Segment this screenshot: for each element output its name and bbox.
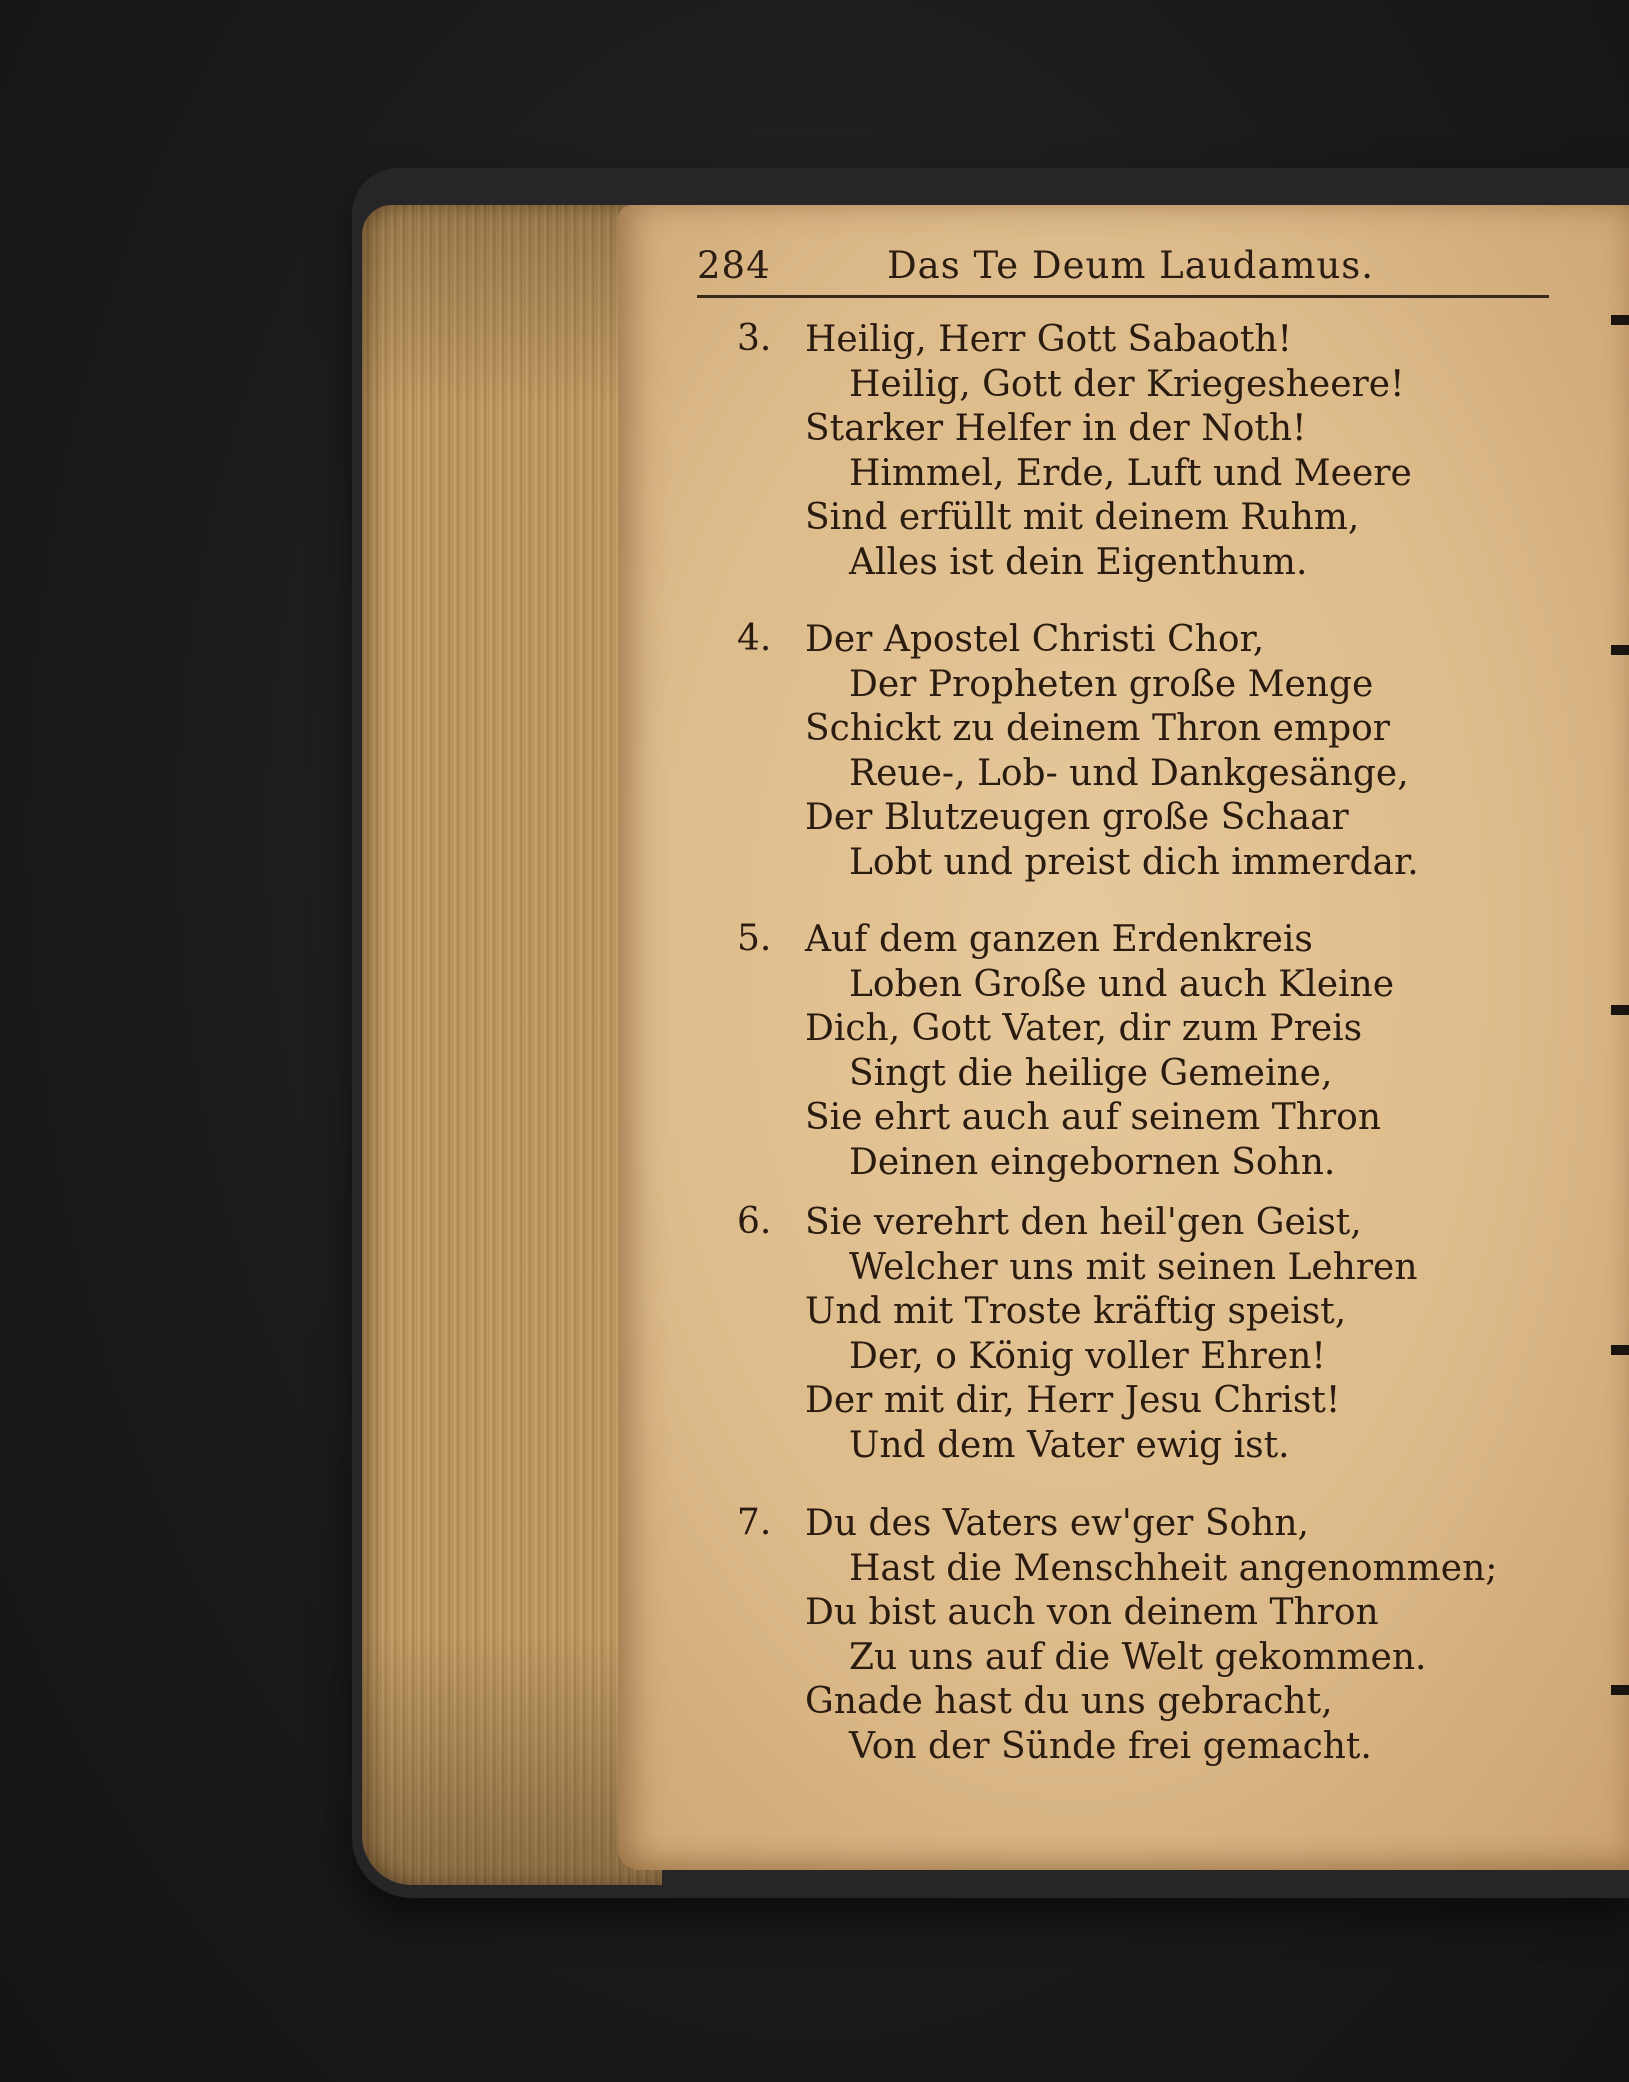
verse-number: 5.: [737, 918, 772, 959]
verse-line: Der, o König voller Ehren!: [849, 1335, 1326, 1377]
verse-line: Heilig, Herr Gott Sabaoth!: [805, 319, 1292, 360]
verse-6: [697, 1201, 1597, 1468]
verse-line: Sie ehrt auch auf seinem Thron: [805, 1097, 1382, 1138]
verse-line: Sind erfüllt mit deinem Ruhm,: [805, 497, 1360, 538]
verse-line: Starker Helfer in der Noth!: [805, 408, 1307, 449]
verse-line: Und mit Troste kräftig speist,: [805, 1291, 1347, 1332]
verse-line: Du des Vaters ew'ger Sohn,: [805, 1503, 1309, 1544]
verse-line: Heilig, Gott der Kriegesheere!: [849, 363, 1405, 405]
verse-line: Loben Große und auch Kleine: [849, 963, 1395, 1005]
verse-line: Alles ist dein Eigenthum.: [849, 541, 1308, 583]
verse-5: [697, 918, 1597, 1185]
running-title: Das Te Deum Laudamus.: [887, 244, 1375, 287]
verse-line: Himmel, Erde, Luft und Meere: [849, 452, 1412, 494]
verse-line: Singt die heilige Gemeine,: [849, 1052, 1333, 1094]
verse-line: Deinen eingebornen Sohn.: [849, 1141, 1336, 1183]
verse-line: Auf dem ganzen Erdenkreis: [805, 919, 1313, 960]
header-rule: [697, 295, 1549, 298]
verse-line: Und dem Vater ewig ist.: [849, 1424, 1290, 1466]
margin-tab: [1611, 1345, 1629, 1355]
margin-tab: [1611, 315, 1629, 325]
verse-line: Der mit dir, Herr Jesu Christ!: [805, 1380, 1341, 1421]
verse-3: [697, 318, 1597, 585]
verse-line: Hast die Menschheit angenommen;: [849, 1547, 1498, 1589]
verse-line: Der Propheten große Menge: [849, 663, 1374, 705]
margin-tab: [1611, 1005, 1629, 1015]
margin-tab: [1611, 1685, 1629, 1695]
hymn-verses: [697, 318, 1597, 1769]
verse-number: 4.: [737, 618, 772, 659]
page-edges-shadow: [362, 205, 662, 1885]
verse-line: Der Apostel Christi Chor,: [805, 619, 1265, 660]
verse-line: Der Blutzeugen große Schaar: [805, 797, 1349, 838]
verse-number: 3.: [737, 318, 772, 359]
verse-line: Von der Sünde frei gemacht.: [849, 1725, 1372, 1767]
verse-line: Welcher uns mit seinen Lehren: [849, 1246, 1418, 1288]
margin-tab: [1611, 645, 1629, 655]
verse-number: 6.: [737, 1201, 772, 1242]
verse-4: [697, 618, 1597, 885]
verse-line: Gnade hast du uns gebracht,: [805, 1681, 1333, 1722]
verse-line: Lobt und preist dich immerdar.: [849, 841, 1419, 883]
verse-line: Sie verehrt den heil'gen Geist,: [805, 1202, 1362, 1243]
verse-line: Dich, Gott Vater, dir zum Preis: [805, 1008, 1363, 1049]
verse-line: Zu uns auf die Welt gekommen.: [849, 1636, 1427, 1678]
verse-line: Reue-, Lob- und Dankgesänge,: [849, 752, 1409, 794]
verse-line: Schickt zu deinem Thron empor: [805, 708, 1391, 749]
verse-number: 7.: [737, 1502, 772, 1543]
verse-line: Du bist auch von deinem Thron: [805, 1592, 1379, 1633]
verse-7: [697, 1502, 1597, 1769]
page-header: [697, 244, 1547, 294]
page-number: 284: [697, 244, 771, 287]
